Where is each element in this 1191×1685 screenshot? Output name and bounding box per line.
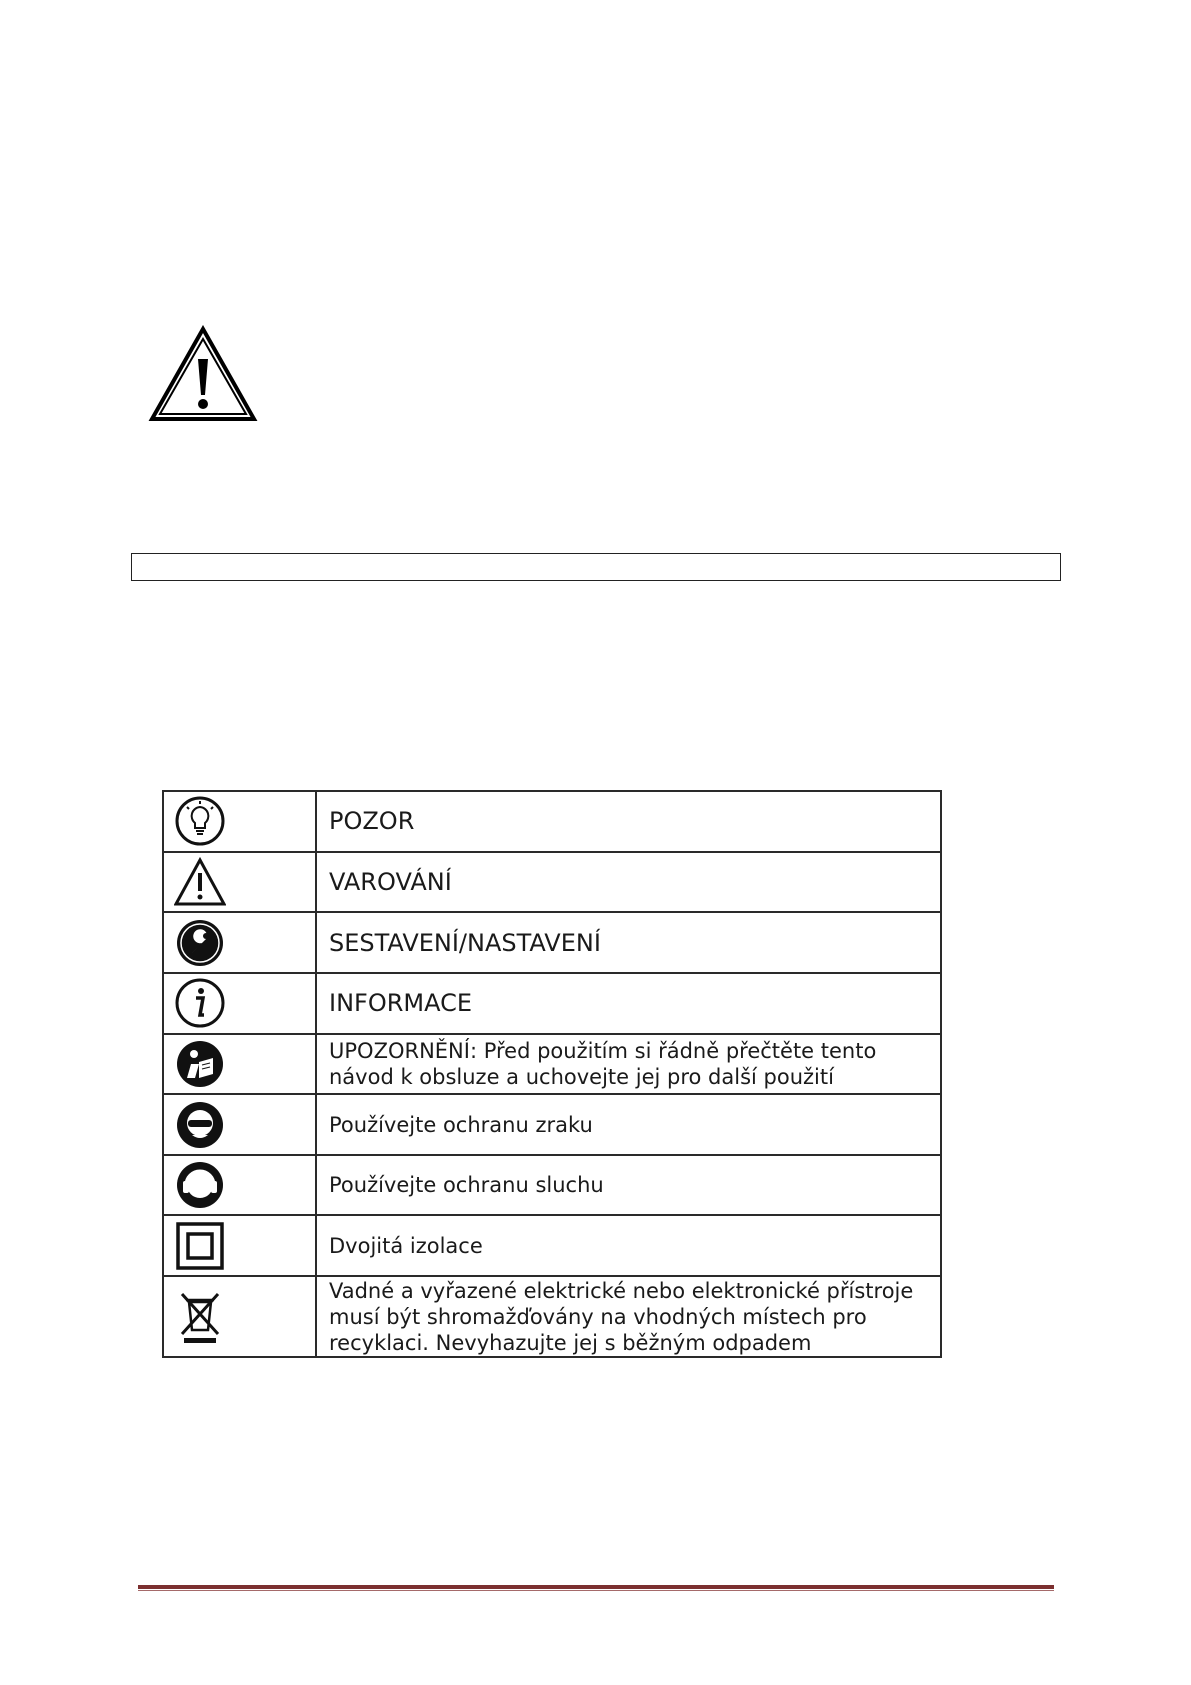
symbol-row [163, 1094, 941, 1155]
symbols-table [162, 790, 942, 1358]
info-icon [174, 977, 226, 1029]
lightbulb-icon [174, 795, 226, 847]
symbol-icon-cell [163, 852, 316, 913]
symbol-description: VAROVÁNÍ [316, 852, 941, 913]
symbol-description: Dvojitá izolace [316, 1215, 941, 1276]
warning-triangle-icon [148, 325, 258, 423]
footer-rule-thin [138, 1590, 1054, 1591]
weee-bin-icon [174, 1288, 226, 1346]
symbol-icon-cell [163, 1215, 316, 1276]
symbol-row [163, 1276, 941, 1357]
eye-protection-icon [174, 1099, 226, 1151]
symbol-description: INFORMACE [316, 973, 941, 1034]
read-manual-icon [174, 1038, 226, 1090]
symbol-row [163, 791, 941, 852]
warning-triangle-icon [174, 856, 226, 908]
symbol-icon-cell [163, 973, 316, 1034]
symbol-description: Používejte ochranu zraku [316, 1094, 941, 1155]
symbol-description: Vadné a vyřazené elektrické nebo elektronické přístroje musí být shromažďovány na vhodných místech pro recyklaci. Nevyhazujte jej s běžným odpadem [316, 1276, 941, 1357]
wrench-icon [174, 917, 226, 969]
symbol-row [163, 1034, 941, 1095]
symbol-description: POZOR [316, 791, 941, 852]
symbol-icon-cell [163, 791, 316, 852]
symbol-description: Používejte ochranu sluchu [316, 1155, 941, 1216]
ear-protection-icon [174, 1159, 226, 1211]
symbol-row [163, 852, 941, 913]
symbol-icon-cell [163, 1276, 316, 1357]
symbol-icon-cell [163, 1034, 316, 1095]
symbol-row [163, 1215, 941, 1276]
symbol-icon-cell [163, 1094, 316, 1155]
empty-frame [131, 553, 1061, 581]
double-insulation-icon [174, 1220, 226, 1272]
symbol-icon-cell [163, 912, 316, 973]
symbol-icon-cell [163, 1155, 316, 1216]
symbol-row [163, 1155, 941, 1216]
symbol-description: SESTAVENÍ/NASTAVENÍ [316, 912, 941, 973]
symbol-row [163, 973, 941, 1034]
symbol-row [163, 912, 941, 973]
symbol-description: UPOZORNĚNÍ: Před použitím si řádně přečtěte tento návod k obsluze a uchovejte jej pro další použití [316, 1034, 941, 1095]
footer-rule [138, 1585, 1054, 1589]
